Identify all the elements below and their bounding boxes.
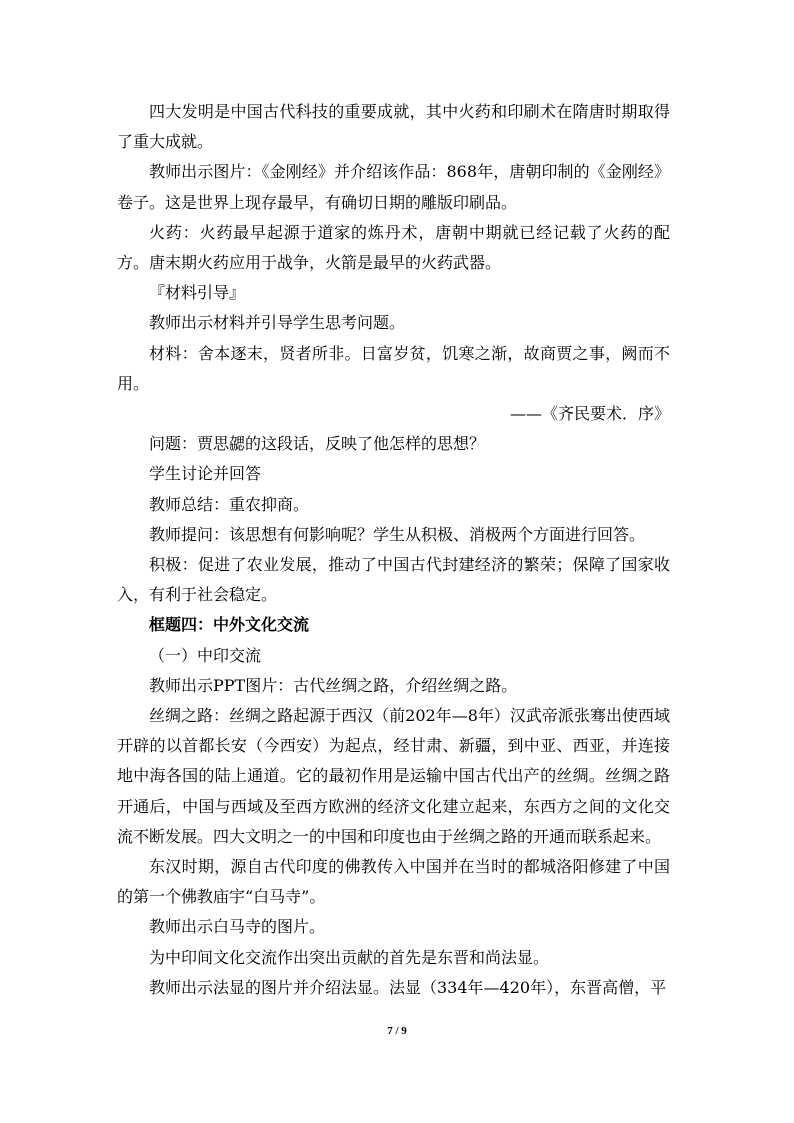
section-heading-material: 『材料引导』 [149, 283, 246, 303]
paragraph-9: 学生讨论并回答 [149, 464, 262, 484]
page-number: 7 / 9 [387, 1025, 407, 1037]
quote-source: ——《齐民要术．序》 [509, 404, 670, 424]
paragraph-3: 火药：火药最早起源于道家的炼丹术，唐朝中期就已经记载了火药的配方。唐末期火药应用于战争，火箭是最早的火药武器。 [117, 222, 670, 273]
paragraph-2: 教师出示图片：《金刚经》并介绍该作品：868年，唐朝印制的《金刚经》卷子。这是世界上现存最早，有确切日期的雕版印刷品。 [117, 162, 670, 212]
material-quote: 材料：舍本逐末，贤者所非。日富岁贫，饥寒之渐，故商贾之事，阙而不用。 [117, 343, 670, 393]
paragraph-17: 东汉时期，源自古代印度的佛教传入中国并在当时的都城洛阳修建了中国的第一个佛教庙宇“白马寺”。 [117, 857, 670, 907]
question: 问题：贾思勰的这段话，反映了他怎样的思想？ [149, 434, 486, 454]
paragraph-11: 教师提问：该思想有何影响呢？学生从积极、消极两个方面进行回答。 [149, 524, 646, 544]
paragraph-1: 四大发明是中国古代科技的重要成就，其中火药和印刷术在隋唐时期取得了重大成就。 [117, 102, 670, 152]
paragraph-12: 积极：促进了农业发展，推动了中国古代封建经济的繁荣；保障了国家收入，有利于社会稳定。 [117, 555, 670, 605]
paragraph-silk-road: 丝绸之路：丝绸之路起源于西汉（前202年—8年）汉武帝派张骞出使西域开辟的以首都长安（今西安）为起点，经甘肃、新疆，到中亚、西亚，并连接地中海各国的陆上通道。它的最初作用是运输中国古代出产的丝绸。丝绸之路开通后，中国与西域及至西方欧洲的经济文化建立起来，东西方之间的文化交流不断发展。四大文明之一的中国和印度也由于丝绸之路的开通而联系起来。 [117, 706, 670, 846]
paragraph-19: 为中印间文化交流作出突出贡献的首先是东晋和尚法显。 [149, 947, 550, 967]
paragraph-18: 教师出示白马寺的图片。 [149, 917, 326, 937]
document-body [117, 97, 670, 1003]
section-heading-4: 框题四：中外文化交流 [149, 615, 310, 635]
paragraph-15: 教师出示PPT图片：古代丝绸之路，介绍丝绸之路。 [149, 675, 518, 695]
paragraph-10: 教师总结：重农抑商。 [149, 494, 310, 514]
paragraph-20: 教师出示法显的图片并介绍法显。法显（334年—420年），东晋高僧，平 [149, 977, 667, 997]
paragraph-5: 教师出示材料并引导学生思考问题。 [149, 313, 406, 333]
subsection-heading: （一）中印交流 [149, 645, 262, 665]
